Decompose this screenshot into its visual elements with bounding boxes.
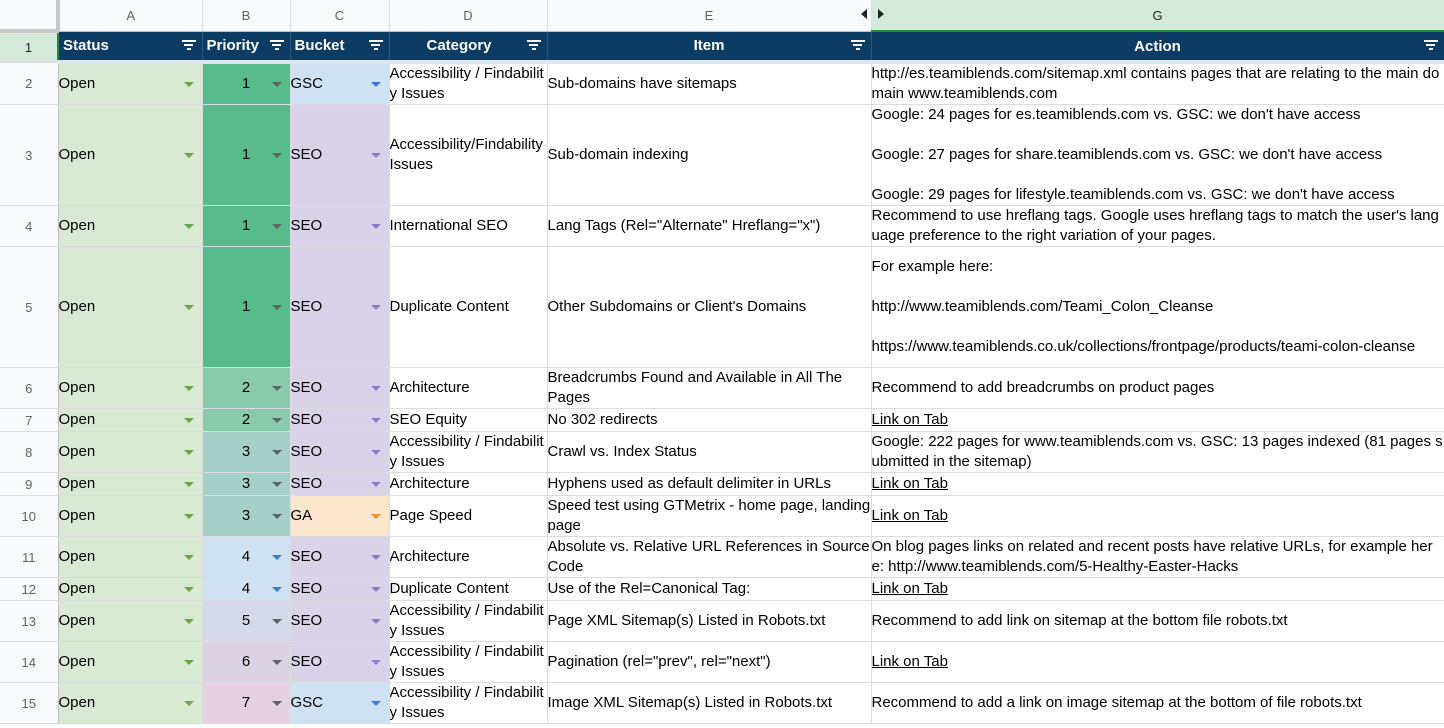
bucket-value: SEO [290, 653, 323, 670]
dropdown-arrow-icon[interactable] [272, 305, 282, 310]
action-text: Recommend to add link on sitemap at the bottom file robots.txt [871, 612, 1288, 629]
item-cell[interactable] [547, 473, 871, 496]
category-value: Accessibility/Findability Issues [389, 136, 543, 173]
priority-cell[interactable] [202, 409, 290, 432]
dropdown-arrow-icon[interactable] [184, 514, 194, 519]
action-cell[interactable] [871, 578, 1444, 601]
dropdown-arrow-icon[interactable] [272, 482, 282, 487]
dropdown-arrow-icon[interactable] [184, 82, 194, 87]
priority-cell[interactable] [202, 105, 290, 206]
header-priority-label: Priority [206, 37, 260, 55]
hidden-column-left-arrow-icon[interactable] [861, 9, 867, 19]
column-header-b[interactable]: B [202, 0, 290, 31]
priority-cell[interactable] [202, 537, 290, 578]
status-value: Open [58, 217, 96, 234]
item-value: Image XML Sitemap(s) Listed in Robots.txt [547, 694, 833, 711]
priority-cell[interactable] [202, 578, 290, 601]
priority-cell[interactable] [202, 473, 290, 496]
item-cell[interactable] [547, 601, 871, 642]
action-cell[interactable] [871, 206, 1444, 247]
row-header[interactable]: 7 [0, 409, 58, 432]
category-cell[interactable] [389, 206, 547, 247]
dropdown-arrow-icon[interactable] [184, 305, 194, 310]
bucket-cell[interactable] [290, 409, 389, 432]
dropdown-arrow-icon[interactable] [184, 418, 194, 423]
category-value: Architecture [389, 548, 470, 565]
action-cell[interactable] [871, 601, 1444, 642]
dropdown-arrow-icon[interactable] [371, 555, 381, 560]
status-cell[interactable] [58, 473, 202, 496]
priority-cell[interactable] [202, 432, 290, 473]
action-cell[interactable] [871, 683, 1444, 724]
table-row [0, 578, 1444, 601]
filter-icon[interactable] [270, 40, 284, 51]
item-value: Page XML Sitemap(s) Listed in Robots.txt [547, 612, 826, 629]
category-value: Architecture [389, 379, 470, 396]
row-header[interactable]: 14 [0, 642, 58, 683]
category-cell[interactable] [389, 432, 547, 473]
bucket-cell[interactable] [290, 683, 389, 724]
dropdown-arrow-icon[interactable] [371, 660, 381, 665]
table-row [0, 537, 1444, 578]
dropdown-arrow-icon[interactable] [272, 450, 282, 455]
item-cell[interactable] [547, 105, 871, 206]
category-cell[interactable] [389, 105, 547, 206]
dropdown-arrow-icon[interactable] [272, 514, 282, 519]
dropdown-arrow-icon[interactable] [371, 587, 381, 592]
item-value: Sub-domains have sitemaps [547, 75, 737, 92]
action-text: For example here: [871, 258, 994, 275]
status-cell[interactable] [58, 496, 202, 537]
bucket-cell[interactable] [290, 368, 389, 409]
item-value: Sub-domain indexing [547, 146, 689, 163]
dropdown-arrow-icon[interactable] [371, 82, 381, 87]
select-all-corner[interactable] [0, 0, 58, 31]
filter-icon[interactable] [851, 40, 865, 51]
status-value: Open [58, 653, 96, 670]
item-cell[interactable] [547, 368, 871, 409]
priority-value: 5 [241, 612, 251, 629]
table-row [0, 683, 1444, 724]
priority-value: 1 [241, 217, 251, 234]
category-cell[interactable] [389, 496, 547, 537]
filter-icon[interactable] [369, 40, 383, 51]
category-cell[interactable] [389, 247, 547, 368]
action-text: http://www.teamiblends.com/Teami_Colon_Cleanse [871, 298, 1214, 315]
row-header[interactable]: 4 [0, 206, 58, 247]
table-row [0, 247, 1444, 368]
filter-icon[interactable] [182, 40, 196, 51]
action-text: Google: 27 pages for share.teamiblends.com vs. GSC: we don't have access [871, 146, 1383, 163]
table-row [0, 432, 1444, 473]
bucket-value: SEO [290, 475, 323, 492]
row-header-1[interactable]: 1 [0, 31, 58, 62]
action-cell[interactable] [871, 368, 1444, 409]
dropdown-arrow-icon[interactable] [184, 153, 194, 158]
bucket-cell[interactable] [290, 473, 389, 496]
action-cell[interactable] [871, 409, 1444, 432]
priority-cell[interactable] [202, 247, 290, 368]
status-cell[interactable] [58, 537, 202, 578]
dropdown-arrow-icon[interactable] [371, 418, 381, 423]
status-cell[interactable] [58, 409, 202, 432]
priority-cell[interactable] [202, 206, 290, 247]
action-cell[interactable] [871, 62, 1444, 105]
priority-value: 3 [241, 443, 251, 460]
status-value: Open [58, 411, 96, 428]
category-cell[interactable] [389, 368, 547, 409]
action-link[interactable]: Link on Tab [871, 653, 948, 670]
status-value: Open [58, 146, 96, 163]
status-value: Open [58, 379, 96, 396]
header-bucket-label: Bucket [294, 37, 345, 55]
priority-value: 2 [241, 411, 251, 428]
category-value: Duplicate Content [389, 298, 509, 315]
action-cell[interactable] [871, 537, 1444, 578]
dropdown-arrow-icon[interactable] [184, 619, 194, 624]
dropdown-arrow-icon[interactable] [184, 660, 194, 665]
bucket-value: SEO [290, 411, 323, 428]
priority-value: 3 [241, 475, 251, 492]
header-bucket[interactable] [290, 31, 389, 62]
item-value: No 302 redirects [547, 411, 658, 428]
bucket-value: SEO [290, 379, 323, 396]
column-header-a[interactable]: A [58, 0, 202, 31]
header-item-label: Item [693, 37, 725, 55]
dropdown-arrow-icon[interactable] [184, 450, 194, 455]
item-cell[interactable] [547, 432, 871, 473]
action-cell[interactable] [871, 432, 1444, 473]
status-cell[interactable] [58, 206, 202, 247]
priority-value: 4 [241, 580, 251, 597]
bucket-cell[interactable] [290, 496, 389, 537]
header-status[interactable] [58, 31, 202, 62]
bucket-cell[interactable] [290, 247, 389, 368]
item-value: Breadcrumbs Found and Available in All The Pages [547, 369, 843, 406]
priority-value: 1 [241, 298, 251, 315]
bucket-cell[interactable] [290, 642, 389, 683]
category-cell[interactable] [389, 473, 547, 496]
action-cell[interactable] [871, 642, 1444, 683]
priority-value: 6 [241, 653, 251, 670]
status-cell[interactable] [58, 247, 202, 368]
row-header[interactable]: 12 [0, 578, 58, 601]
status-cell[interactable] [58, 683, 202, 724]
priority-value: 1 [241, 75, 251, 92]
dropdown-arrow-icon[interactable] [371, 514, 381, 519]
action-text: On blog pages links on related and recent posts have relative URLs, for example here: http://www.teamiblends.com/5-Healthy-Easter-Hacks [871, 538, 1433, 575]
dropdown-arrow-icon[interactable] [371, 701, 381, 706]
category-value: Accessibility / Findability Issues [389, 643, 544, 680]
action-cell[interactable] [871, 247, 1444, 368]
dropdown-arrow-icon[interactable] [272, 619, 282, 624]
priority-value: 2 [241, 379, 251, 396]
item-cell[interactable] [547, 683, 871, 724]
category-cell[interactable] [389, 537, 547, 578]
item-cell[interactable] [547, 62, 871, 105]
column-header-g[interactable] [871, 0, 1444, 31]
bucket-value: SEO [290, 298, 323, 315]
dropdown-arrow-icon[interactable] [272, 418, 282, 423]
bucket-value: GSC [290, 75, 324, 92]
priority-cell[interactable] [202, 642, 290, 683]
dropdown-arrow-icon[interactable] [272, 701, 282, 706]
dropdown-arrow-icon[interactable] [272, 82, 282, 87]
dropdown-arrow-icon[interactable] [272, 555, 282, 560]
dropdown-arrow-icon[interactable] [371, 386, 381, 391]
row-header[interactable]: 8 [0, 432, 58, 473]
status-value: Open [58, 507, 96, 524]
action-text: Recommend to add breadcrumbs on product pages [871, 379, 1215, 396]
column-header-g-label: G [1152, 7, 1163, 23]
item-cell[interactable] [547, 642, 871, 683]
category-value: Page Speed [389, 507, 473, 524]
paragraph-gap [872, 317, 1444, 337]
bucket-cell[interactable] [290, 537, 389, 578]
priority-value: 3 [241, 507, 251, 524]
item-value: Use of the Rel=Canonical Tag: [547, 580, 751, 597]
paragraph-gap [872, 165, 1444, 185]
dropdown-arrow-icon[interactable] [371, 305, 381, 310]
column-header-e[interactable] [547, 0, 871, 31]
bucket-value: GA [290, 507, 313, 524]
bucket-cell[interactable] [290, 432, 389, 473]
dropdown-arrow-icon[interactable] [184, 701, 194, 706]
dropdown-arrow-icon[interactable] [371, 153, 381, 158]
action-link[interactable]: Link on Tab [871, 507, 948, 524]
action-text: Google: 222 pages for www.teamiblends.com vs. GSC: 13 pages indexed (81 pages submitted in the sitemap) [871, 433, 1443, 470]
status-value: Open [58, 612, 96, 629]
category-value: International SEO [389, 217, 508, 234]
table-row [0, 368, 1444, 409]
priority-cell[interactable] [202, 368, 290, 409]
item-cell[interactable] [547, 409, 871, 432]
dropdown-arrow-icon[interactable] [272, 587, 282, 592]
row-header[interactable]: 9 [0, 473, 58, 496]
category-cell[interactable] [389, 409, 547, 432]
priority-value: 1 [241, 146, 251, 163]
priority-cell[interactable] [202, 683, 290, 724]
hidden-column-right-arrow-icon[interactable] [878, 9, 884, 19]
action-text: Recommend to add a link on image sitemap at the bottom of file robots.txt [871, 694, 1362, 711]
status-value: Open [58, 75, 96, 92]
action-link[interactable]: Link on Tab [871, 580, 948, 597]
header-category-label: Category [426, 37, 492, 55]
item-value: Pagination (rel="prev", rel="next") [547, 653, 771, 670]
column-header-e-label: E [704, 7, 714, 23]
status-cell[interactable] [58, 642, 202, 683]
item-value: Speed test using GTMetrix - home page, landing page [547, 497, 871, 534]
status-cell[interactable] [58, 432, 202, 473]
bucket-value: GSC [290, 694, 324, 711]
dropdown-arrow-icon[interactable] [272, 660, 282, 665]
item-value: Other Subdomains or Client's Domains [547, 298, 807, 315]
item-cell[interactable] [547, 206, 871, 247]
header-priority[interactable] [202, 31, 290, 62]
category-value: Duplicate Content [389, 580, 509, 597]
dropdown-arrow-icon[interactable] [272, 153, 282, 158]
dropdown-arrow-icon[interactable] [184, 224, 194, 229]
category-value: Accessibility / Findability Issues [389, 602, 544, 639]
bucket-value: SEO [290, 217, 323, 234]
bucket-cell[interactable] [290, 578, 389, 601]
item-cell[interactable] [547, 247, 871, 368]
bucket-cell[interactable] [290, 62, 389, 105]
row-header[interactable]: 15 [0, 683, 58, 724]
header-action[interactable] [871, 31, 1444, 62]
row-header[interactable]: 13 [0, 601, 58, 642]
bucket-cell[interactable] [290, 601, 389, 642]
item-cell[interactable] [547, 578, 871, 601]
category-value: Accessibility / Findability Issues [389, 65, 544, 102]
row-header[interactable]: 2 [0, 62, 58, 105]
table-row [0, 206, 1444, 247]
table-row [0, 642, 1444, 683]
item-cell[interactable] [547, 496, 871, 537]
dropdown-arrow-icon[interactable] [371, 450, 381, 455]
action-text: http://es.teamiblends.com/sitemap.xml contains pages that are relating to the main domain www.teamiblends.com [871, 65, 1440, 102]
category-value: Accessibility / Findability Issues [389, 433, 544, 470]
category-value: SEO Equity [389, 411, 468, 428]
priority-cell[interactable] [202, 496, 290, 537]
table-row [0, 62, 1444, 105]
table-row [0, 601, 1444, 642]
category-cell[interactable] [389, 578, 547, 601]
category-cell[interactable] [389, 642, 547, 683]
item-cell[interactable] [547, 537, 871, 578]
dropdown-arrow-icon[interactable] [184, 587, 194, 592]
paragraph-gap [872, 277, 1444, 297]
dropdown-arrow-icon[interactable] [272, 224, 282, 229]
paragraph-gap [872, 125, 1444, 145]
category-cell[interactable] [389, 62, 547, 105]
action-cell[interactable] [871, 496, 1444, 537]
filter-icon[interactable] [527, 40, 541, 51]
action-link[interactable]: Link on Tab [871, 475, 948, 492]
status-cell[interactable] [58, 578, 202, 601]
item-value: Crawl vs. Index Status [547, 443, 697, 460]
table-row [0, 473, 1444, 496]
filter-icon[interactable] [1424, 40, 1438, 51]
status-value: Open [58, 580, 96, 597]
priority-value: 4 [241, 548, 251, 565]
status-value: Open [58, 443, 96, 460]
bucket-cell[interactable] [290, 105, 389, 206]
action-text: https://www.teamiblends.co.uk/collections/frontpage/products/teami-colon-cleanse [871, 338, 1416, 355]
row-header[interactable]: 10 [0, 496, 58, 537]
header-item[interactable] [547, 31, 871, 62]
header-category[interactable] [389, 31, 547, 62]
item-value: Hyphens used as default delimiter in URLs [547, 475, 831, 492]
action-cell[interactable] [871, 473, 1444, 496]
priority-value: 7 [241, 694, 251, 711]
table-row [0, 409, 1444, 432]
bucket-value: SEO [290, 146, 323, 163]
status-cell[interactable] [58, 601, 202, 642]
dropdown-arrow-icon[interactable] [184, 555, 194, 560]
dropdown-arrow-icon[interactable] [371, 482, 381, 487]
dropdown-arrow-icon[interactable] [371, 619, 381, 624]
column-header-d[interactable]: D [389, 0, 547, 31]
row-header[interactable]: 11 [0, 537, 58, 578]
action-text: Google: 29 pages for lifestyle.teamiblends.com vs. GSC: we don't have access [871, 186, 1395, 203]
status-value: Open [58, 298, 96, 315]
status-value: Open [58, 548, 96, 565]
action-cell[interactable] [871, 105, 1444, 206]
dropdown-arrow-icon[interactable] [184, 482, 194, 487]
status-value: Open [58, 694, 96, 711]
header-status-label: Status [63, 37, 109, 55]
status-cell[interactable] [58, 105, 202, 206]
action-text: Google: 24 pages for es.teamiblends.com vs. GSC: we don't have access [871, 106, 1361, 123]
table-row [0, 105, 1444, 206]
dropdown-arrow-icon[interactable] [272, 386, 282, 391]
category-value: Architecture [389, 475, 470, 492]
bucket-cell[interactable] [290, 206, 389, 247]
status-value: Open [58, 475, 96, 492]
row-header[interactable]: 5 [0, 247, 58, 368]
header-action-label: Action [1134, 37, 1181, 55]
bucket-value: SEO [290, 443, 323, 460]
priority-cell[interactable] [202, 601, 290, 642]
bucket-value: SEO [290, 548, 323, 565]
row-header[interactable]: 3 [0, 105, 58, 206]
status-cell[interactable] [58, 368, 202, 409]
bucket-value: SEO [290, 580, 323, 597]
item-value: Absolute vs. Relative URL References in Source Code [547, 538, 870, 575]
category-value: Accessibility / Findability Issues [389, 684, 544, 721]
dropdown-arrow-icon[interactable] [184, 386, 194, 391]
table-row [0, 496, 1444, 537]
row-header[interactable]: 6 [0, 368, 58, 409]
dropdown-arrow-icon[interactable] [371, 224, 381, 229]
column-header-c[interactable]: C [290, 0, 389, 31]
priority-cell[interactable] [202, 62, 290, 105]
action-text: Recommend to use hreflang tags. Google uses hreflang tags to match the user's language preference to the right variation of your pages. [871, 207, 1439, 244]
bucket-value: SEO [290, 612, 323, 629]
item-value: Lang Tags (Rel="Alternate" Hreflang="x") [547, 217, 821, 234]
status-cell[interactable] [58, 62, 202, 105]
category-cell[interactable] [389, 683, 547, 724]
category-cell[interactable] [389, 601, 547, 642]
action-link[interactable]: Link on Tab [871, 411, 948, 428]
